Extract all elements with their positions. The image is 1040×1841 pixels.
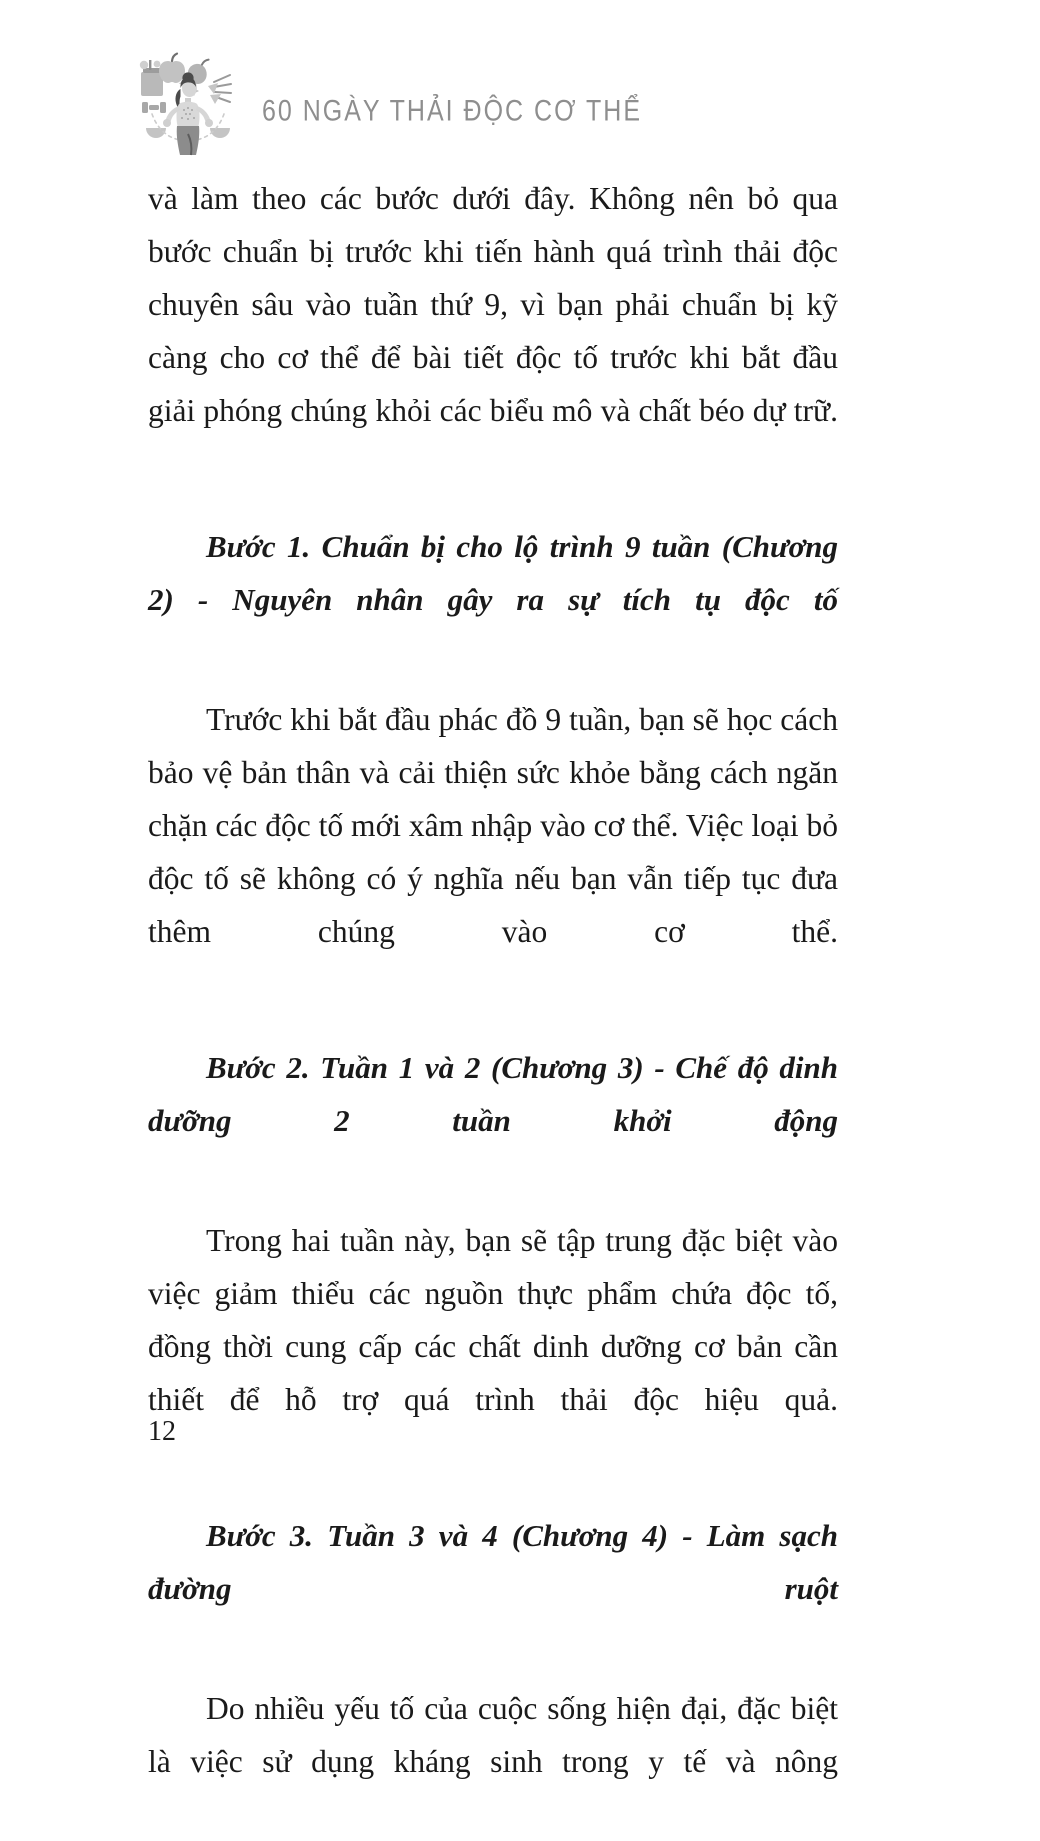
woman-with-fruits-illustration-icon [132,42,244,157]
step-heading-1: Bước 1. Chuẩn bị cho lộ trình 9 tuần (Chương 2) - Nguyên nhân gây ra sự tích tụ độc tố [148,529,838,617]
paragraph-continuation: và làm theo các bước dưới đây. Không nên bỏ qua bước chuẩn bị trước khi tiến hành quá trình thải độc chuyên sâu vào tuần thứ 9, vì bạn phải chuẩn bị kỹ càng cho cơ thể để bài tiết độc tố trước khi bắt đầu giải phóng chúng khỏi các biểu mô và chất béo dự trữ. [148,181,838,428]
page-number: 12 [148,1416,176,1447]
paragraph-spacer [148,1011,838,1021]
page-text-column [148,172,838,1841]
paragraph-step-1: Trước khi bắt đầu phác đồ 9 tuần, bạn sẽ học cách bảo vệ bản thân và cải thiện sức khỏe bằng cách ngăn chặn các độc tố mới xâm nhập vào cơ thể. Việc loại bỏ độc tố sẽ không có ý nghĩa nếu bạn vẫn tiếp tục đưa thêm chúng vào cơ thể. [148,702,838,949]
running-header-title: 60 NGÀY THẢI ĐỘC CƠ THỂ [262,94,643,128]
running-header [132,42,892,157]
step-heading-2: Bước 2. Tuần 1 và 2 (Chương 3) - Chế độ dinh dưỡng 2 tuần khởi động [148,1050,838,1138]
paragraph-step-2: Trong hai tuần này, bạn sẽ tập trung đặc biệt vào việc giảm thiểu các nguồn thực phẩm chứa độc tố, đồng thời cung cấp các chất dinh dưỡng cơ bản cần thiết để hỗ trợ quá trình thải độc hiệu quả. [148,1223,838,1417]
paragraph-step-3: Do nhiều yếu tố của cuộc sống hiện đại, đặc biệt là việc sử dụng kháng sinh trong y tế và nông [148,1691,838,1779]
step-heading-3: Bước 3. Tuần 3 và 4 (Chương 4) - Làm sạch đường ruột [148,1518,838,1606]
paragraph-spacer [148,1479,838,1489]
paragraph-spacer [148,490,838,500]
